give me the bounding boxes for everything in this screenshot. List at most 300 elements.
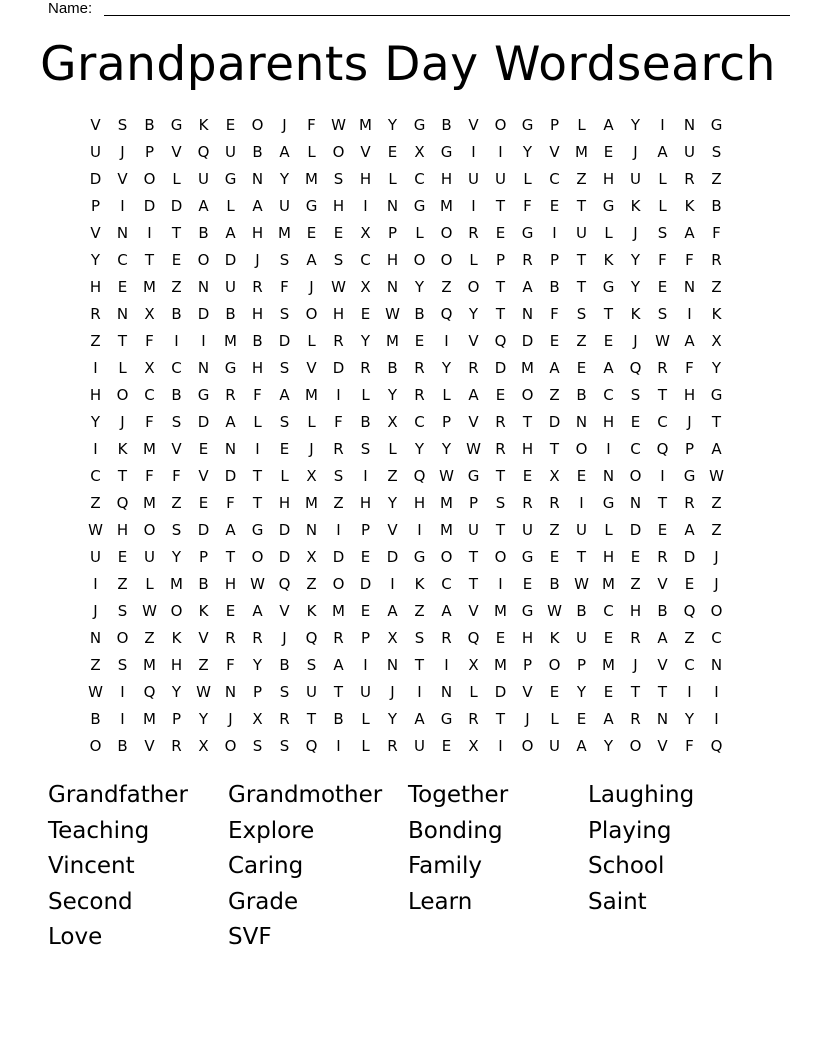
grid-letter: B bbox=[171, 305, 182, 323]
grid-letter: O bbox=[521, 386, 534, 404]
grid-letter: T bbox=[576, 278, 587, 296]
grid-letter: R bbox=[441, 629, 452, 647]
grid-row bbox=[82, 436, 730, 463]
grid-letter: I bbox=[444, 656, 449, 674]
grid-letter: E bbox=[576, 359, 587, 377]
grid-letter: J bbox=[633, 332, 638, 350]
grid-letter: W bbox=[331, 278, 346, 296]
grid-letter: O bbox=[332, 575, 345, 593]
grid-letter: T bbox=[117, 332, 128, 350]
grid-letter: R bbox=[657, 359, 668, 377]
grid-letter: G bbox=[602, 197, 615, 215]
grid-letter: H bbox=[386, 251, 399, 269]
grid-letter: B bbox=[198, 224, 209, 242]
grid-letter: L bbox=[361, 386, 370, 404]
grid-letter: S bbox=[117, 116, 128, 134]
grid-letter: Y bbox=[387, 710, 398, 728]
grid-letter: N bbox=[89, 629, 102, 647]
grid-letter: V bbox=[198, 467, 209, 485]
grid-row bbox=[82, 355, 730, 382]
grid-letter: Y bbox=[198, 710, 209, 728]
grid-letter: T bbox=[468, 575, 479, 593]
grid-letter: Q bbox=[683, 602, 696, 620]
grid-letter: R bbox=[90, 305, 101, 323]
grid-letter: O bbox=[170, 602, 183, 620]
grid-letter: K bbox=[171, 629, 182, 647]
grid-letter: L bbox=[442, 386, 451, 404]
grid-letter: D bbox=[89, 170, 102, 188]
word-list-item: Saint bbox=[588, 888, 647, 915]
grid-letter: F bbox=[658, 251, 667, 269]
grid-letter: E bbox=[549, 548, 560, 566]
grid-letter: T bbox=[549, 440, 560, 458]
grid-letter: L bbox=[658, 197, 667, 215]
grid-letter: Y bbox=[252, 656, 263, 674]
word-list-item: Caring bbox=[228, 853, 304, 879]
name-label: Name: bbox=[48, 0, 93, 17]
grid-letter: Y bbox=[711, 359, 722, 377]
grid-letter: R bbox=[630, 629, 641, 647]
grid-letter: G bbox=[413, 548, 426, 566]
grid-letter: N bbox=[305, 521, 318, 539]
grid-letter: C bbox=[684, 656, 695, 674]
grid-letter: P bbox=[171, 710, 182, 728]
grid-letter: L bbox=[361, 710, 370, 728]
grid-letter: I bbox=[174, 332, 179, 350]
grid-letter: I bbox=[417, 683, 422, 701]
grid-letter: Z bbox=[711, 494, 722, 512]
grid-letter: I bbox=[498, 575, 503, 593]
grid-letter: F bbox=[307, 116, 316, 134]
grid-letter: R bbox=[495, 413, 506, 431]
grid-letter: Z bbox=[576, 170, 587, 188]
grid-letter: C bbox=[414, 170, 425, 188]
grid-letter: F bbox=[685, 737, 694, 755]
grid-letter: L bbox=[658, 170, 667, 188]
grid-letter: R bbox=[522, 251, 533, 269]
grid-letter: W bbox=[88, 521, 103, 539]
grid-letter: B bbox=[252, 143, 263, 161]
grid-letter: U bbox=[630, 170, 641, 188]
grid-letter: Z bbox=[576, 332, 587, 350]
grid-letter: R bbox=[252, 629, 263, 647]
grid-letter: U bbox=[549, 737, 560, 755]
grid-letter: M bbox=[602, 575, 615, 593]
grid-letter: V bbox=[549, 143, 560, 161]
grid-letter: F bbox=[145, 413, 154, 431]
grid-letter: B bbox=[117, 737, 128, 755]
grid-letter: L bbox=[307, 332, 316, 350]
grid-letter: N bbox=[683, 278, 696, 296]
grid-letter: X bbox=[468, 656, 479, 674]
grid-letter: S bbox=[279, 251, 290, 269]
grid-letter: E bbox=[495, 224, 506, 242]
grid-letter: A bbox=[225, 413, 236, 431]
grid-letter: X bbox=[468, 737, 479, 755]
grid-letter: W bbox=[331, 116, 346, 134]
grid-letter: O bbox=[440, 224, 453, 242]
grid-letter: B bbox=[360, 413, 371, 431]
grid-letter: T bbox=[414, 656, 425, 674]
grid-letter: L bbox=[280, 467, 289, 485]
grid-letter: B bbox=[252, 332, 263, 350]
grid-letter: U bbox=[576, 521, 587, 539]
grid-letter: Z bbox=[711, 278, 722, 296]
grid-letter: F bbox=[712, 224, 721, 242]
grid-letter: S bbox=[306, 656, 317, 674]
grid-letter: O bbox=[575, 440, 588, 458]
grid-letter: S bbox=[279, 683, 290, 701]
grid-letter: L bbox=[469, 683, 478, 701]
grid-letter: T bbox=[306, 710, 317, 728]
grid-letter: W bbox=[439, 467, 454, 485]
grid-letter: M bbox=[278, 224, 291, 242]
grid-letter: G bbox=[710, 116, 723, 134]
grid-letter: H bbox=[170, 656, 183, 674]
grid-letter: A bbox=[576, 737, 587, 755]
grid-letter: E bbox=[603, 629, 614, 647]
grid-letter: W bbox=[142, 602, 157, 620]
grid-letter: L bbox=[388, 440, 397, 458]
grid-letter: I bbox=[606, 440, 611, 458]
grid-letter: A bbox=[333, 656, 344, 674]
grid-letter: T bbox=[495, 710, 506, 728]
grid-letter: S bbox=[711, 143, 722, 161]
grid-row bbox=[82, 544, 730, 571]
grid-letter: M bbox=[224, 332, 237, 350]
grid-letter: C bbox=[603, 602, 614, 620]
grid-letter: P bbox=[90, 197, 101, 215]
grid-letter: H bbox=[251, 224, 264, 242]
grid-letter: J bbox=[120, 413, 125, 431]
grid-letter: L bbox=[307, 413, 316, 431]
grid-letter: G bbox=[224, 359, 237, 377]
grid-letter: T bbox=[657, 683, 668, 701]
grid-letter: N bbox=[116, 305, 129, 323]
grid-letter: S bbox=[657, 224, 668, 242]
grid-row bbox=[82, 328, 730, 355]
grid-letter: E bbox=[603, 143, 614, 161]
grid-letter: U bbox=[414, 737, 425, 755]
grid-letter: V bbox=[171, 143, 182, 161]
grid-letter: J bbox=[282, 116, 287, 134]
grid-letter: J bbox=[714, 575, 719, 593]
grid-letter: Y bbox=[387, 386, 398, 404]
grid-letter: L bbox=[226, 197, 235, 215]
grid-letter: S bbox=[117, 656, 128, 674]
grid-letter: I bbox=[120, 710, 125, 728]
grid-letter: X bbox=[360, 278, 371, 296]
grid-letter: C bbox=[414, 413, 425, 431]
grid-letter: A bbox=[279, 386, 290, 404]
grid-letter: I bbox=[363, 197, 368, 215]
word-list-item: Laughing bbox=[588, 782, 695, 808]
grid-letter: R bbox=[225, 629, 236, 647]
grid-letter: Z bbox=[90, 494, 101, 512]
grid-letter: U bbox=[279, 197, 290, 215]
grid-letter: K bbox=[198, 602, 209, 620]
grid-letter: C bbox=[603, 386, 614, 404]
grid-letter: K bbox=[630, 197, 641, 215]
grid-letter: L bbox=[550, 710, 559, 728]
grid-letter: Y bbox=[90, 251, 101, 269]
grid-letter: H bbox=[224, 575, 237, 593]
grid-letter: V bbox=[360, 143, 371, 161]
grid-letter: R bbox=[495, 440, 506, 458]
grid-letter: T bbox=[468, 548, 479, 566]
grid-letter: T bbox=[657, 386, 668, 404]
grid-letter: Z bbox=[387, 467, 398, 485]
grid-letter: E bbox=[360, 548, 371, 566]
grid-letter: P bbox=[549, 116, 560, 134]
grid-letter: U bbox=[468, 170, 479, 188]
grid-letter: F bbox=[280, 278, 289, 296]
grid-letter: B bbox=[576, 386, 587, 404]
grid-letter: M bbox=[440, 521, 453, 539]
grid-row bbox=[82, 382, 730, 409]
grid-letter: B bbox=[576, 602, 587, 620]
grid-letter: M bbox=[305, 386, 318, 404]
grid-letter: Y bbox=[90, 413, 101, 431]
grid-letter: Q bbox=[467, 629, 480, 647]
grid-letter: G bbox=[170, 116, 183, 134]
grid-letter: E bbox=[576, 710, 587, 728]
grid-letter: S bbox=[279, 359, 290, 377]
grid-letter: K bbox=[198, 116, 209, 134]
grid-letter: L bbox=[145, 575, 154, 593]
grid-letter: O bbox=[440, 548, 453, 566]
grid-letter: P bbox=[360, 521, 371, 539]
grid-letter: V bbox=[468, 602, 479, 620]
grid-letter: L bbox=[604, 521, 613, 539]
grid-row bbox=[82, 463, 730, 490]
grid-letter: V bbox=[198, 629, 209, 647]
grid-letter: P bbox=[387, 224, 398, 242]
page-title: Grandparents Day Wordsearch bbox=[40, 37, 776, 92]
grid-letter: R bbox=[333, 629, 344, 647]
grid-letter: U bbox=[495, 170, 506, 188]
grid-letter: T bbox=[522, 413, 533, 431]
grid-letter: I bbox=[552, 224, 557, 242]
word-list-item: Vincent bbox=[48, 853, 135, 879]
grid-letter: C bbox=[171, 359, 182, 377]
grid-letter: R bbox=[414, 386, 425, 404]
grid-letter: V bbox=[657, 575, 668, 593]
grid-letter: B bbox=[657, 602, 668, 620]
grid-letter: S bbox=[279, 305, 290, 323]
word-list-item: SVF bbox=[228, 924, 272, 950]
grid-letter: N bbox=[386, 197, 399, 215]
grid-letter: U bbox=[198, 170, 209, 188]
grid-letter: C bbox=[360, 251, 371, 269]
grid-letter: Y bbox=[441, 359, 452, 377]
grid-letter: D bbox=[197, 305, 210, 323]
grid-letter: M bbox=[521, 359, 534, 377]
grid-letter: M bbox=[359, 116, 372, 134]
grid-letter: A bbox=[522, 278, 533, 296]
grid-letter: M bbox=[386, 332, 399, 350]
grid-row bbox=[82, 409, 730, 436]
word-list-item: Bonding bbox=[408, 817, 503, 844]
grid-letter: U bbox=[522, 521, 533, 539]
grid-letter: I bbox=[336, 386, 341, 404]
grid-letter: E bbox=[630, 548, 641, 566]
grid-letter: K bbox=[630, 305, 641, 323]
grid-letter: T bbox=[576, 251, 587, 269]
grid-letter: L bbox=[577, 116, 586, 134]
name-field[interactable] bbox=[48, 0, 748, 20]
grid-letter: O bbox=[440, 251, 453, 269]
grid-letter: H bbox=[332, 197, 345, 215]
grid-letter: B bbox=[711, 197, 722, 215]
grid-letter: A bbox=[603, 710, 614, 728]
word-list-item: Teaching bbox=[48, 817, 150, 844]
grid-letter: G bbox=[305, 197, 318, 215]
grid-letter: S bbox=[333, 467, 344, 485]
grid-letter: R bbox=[225, 386, 236, 404]
grid-letter: S bbox=[333, 170, 344, 188]
grid-letter: M bbox=[575, 143, 588, 161]
grid-letter: B bbox=[333, 710, 344, 728]
grid-letter: E bbox=[576, 467, 587, 485]
grid-letter: H bbox=[278, 494, 291, 512]
grid-letter: M bbox=[170, 575, 183, 593]
grid-letter: Y bbox=[414, 278, 425, 296]
grid-letter: Z bbox=[549, 386, 560, 404]
grid-letter: J bbox=[390, 683, 395, 701]
grid-letter: Y bbox=[360, 332, 371, 350]
grid-letter: J bbox=[228, 710, 233, 728]
grid-letter: E bbox=[333, 224, 344, 242]
grid-letter: S bbox=[657, 305, 668, 323]
grid-letter: Q bbox=[656, 440, 669, 458]
grid-letter: E bbox=[522, 467, 533, 485]
grid-letter: E bbox=[117, 278, 128, 296]
grid-letter: J bbox=[633, 656, 638, 674]
word-list-item: Grade bbox=[228, 888, 299, 915]
grid-letter: S bbox=[495, 494, 506, 512]
grid-letter: O bbox=[143, 170, 156, 188]
grid-letter: N bbox=[575, 413, 588, 431]
grid-letter: G bbox=[602, 494, 615, 512]
grid-letter: W bbox=[574, 575, 589, 593]
grid-letter: I bbox=[120, 683, 125, 701]
grid-letter: E bbox=[549, 683, 560, 701]
grid-letter: N bbox=[629, 494, 642, 512]
grid-letter: F bbox=[253, 386, 262, 404]
grid-letter: O bbox=[116, 629, 129, 647]
grid-letter: Y bbox=[522, 143, 533, 161]
grid-letter: R bbox=[630, 710, 641, 728]
grid-letter: A bbox=[684, 224, 695, 242]
grid-letter: R bbox=[333, 332, 344, 350]
grid-letter: Z bbox=[306, 575, 317, 593]
grid-letter: M bbox=[332, 602, 345, 620]
grid-letter: D bbox=[224, 467, 237, 485]
grid-letter: S bbox=[576, 305, 587, 323]
grid-letter: P bbox=[576, 656, 587, 674]
grid-letter: A bbox=[657, 629, 668, 647]
grid-letter: T bbox=[225, 548, 236, 566]
grid-letter: A bbox=[252, 197, 263, 215]
grid-letter: Q bbox=[494, 332, 507, 350]
grid-letter: G bbox=[224, 170, 237, 188]
grid-letter: I bbox=[579, 494, 584, 512]
grid-letter: O bbox=[548, 656, 561, 674]
grid-letter: G bbox=[521, 602, 534, 620]
grid-letter: Q bbox=[305, 737, 318, 755]
grid-letter: R bbox=[657, 548, 668, 566]
grid-letter: D bbox=[224, 251, 237, 269]
grid-letter: A bbox=[252, 602, 263, 620]
grid-letter: O bbox=[251, 116, 264, 134]
grid-letter: G bbox=[440, 143, 453, 161]
grid-letter: U bbox=[360, 683, 371, 701]
grid-letter: H bbox=[602, 170, 615, 188]
grid-letter: L bbox=[361, 737, 370, 755]
grid-letter: P bbox=[252, 683, 263, 701]
grid-letter: T bbox=[495, 521, 506, 539]
grid-letter: T bbox=[144, 251, 155, 269]
grid-letter: W bbox=[547, 602, 562, 620]
grid-letter: G bbox=[251, 521, 264, 539]
grid-letter: H bbox=[521, 440, 534, 458]
grid-letter: N bbox=[224, 683, 237, 701]
grid-letter: D bbox=[197, 521, 210, 539]
grid-letter: H bbox=[413, 494, 426, 512]
grid-letter: Z bbox=[414, 602, 425, 620]
grid-row bbox=[82, 652, 730, 679]
grid-letter: R bbox=[387, 737, 398, 755]
grid-letter: H bbox=[332, 305, 345, 323]
grid-letter: G bbox=[710, 386, 723, 404]
grid-letter: Q bbox=[413, 467, 426, 485]
grid-letter: T bbox=[333, 683, 344, 701]
grid-letter: I bbox=[93, 575, 98, 593]
grid-letter: X bbox=[252, 710, 263, 728]
grid-letter: A bbox=[279, 143, 290, 161]
grid-letter: D bbox=[278, 548, 291, 566]
grid-letter: K bbox=[306, 602, 317, 620]
grid-letter: X bbox=[387, 413, 398, 431]
grid-letter: O bbox=[197, 251, 210, 269]
grid-letter: H bbox=[251, 305, 264, 323]
word-list-item: Second bbox=[48, 888, 133, 915]
grid-letter: I bbox=[471, 143, 476, 161]
grid-letter: I bbox=[120, 197, 125, 215]
grid-letter: S bbox=[360, 440, 371, 458]
grid-letter: Z bbox=[144, 629, 155, 647]
grid-letter: P bbox=[549, 251, 560, 269]
grid-letter: D bbox=[197, 413, 210, 431]
grid-letter: D bbox=[683, 548, 696, 566]
grid-letter: T bbox=[630, 683, 641, 701]
grid-letter: A bbox=[657, 143, 668, 161]
grid-letter: C bbox=[90, 467, 101, 485]
grid-letter: E bbox=[522, 575, 533, 593]
grid-letter: D bbox=[278, 332, 291, 350]
grid-letter: Y bbox=[441, 440, 452, 458]
grid-letter: V bbox=[279, 602, 290, 620]
grid-letter: O bbox=[467, 278, 480, 296]
grid-letter: Q bbox=[116, 494, 129, 512]
grid-letter: N bbox=[386, 278, 399, 296]
word-list-item: Learn bbox=[408, 888, 473, 915]
grid-letter: O bbox=[305, 305, 318, 323]
grid-letter: J bbox=[282, 629, 287, 647]
grid-letter: H bbox=[251, 359, 264, 377]
grid-letter: T bbox=[171, 224, 182, 242]
